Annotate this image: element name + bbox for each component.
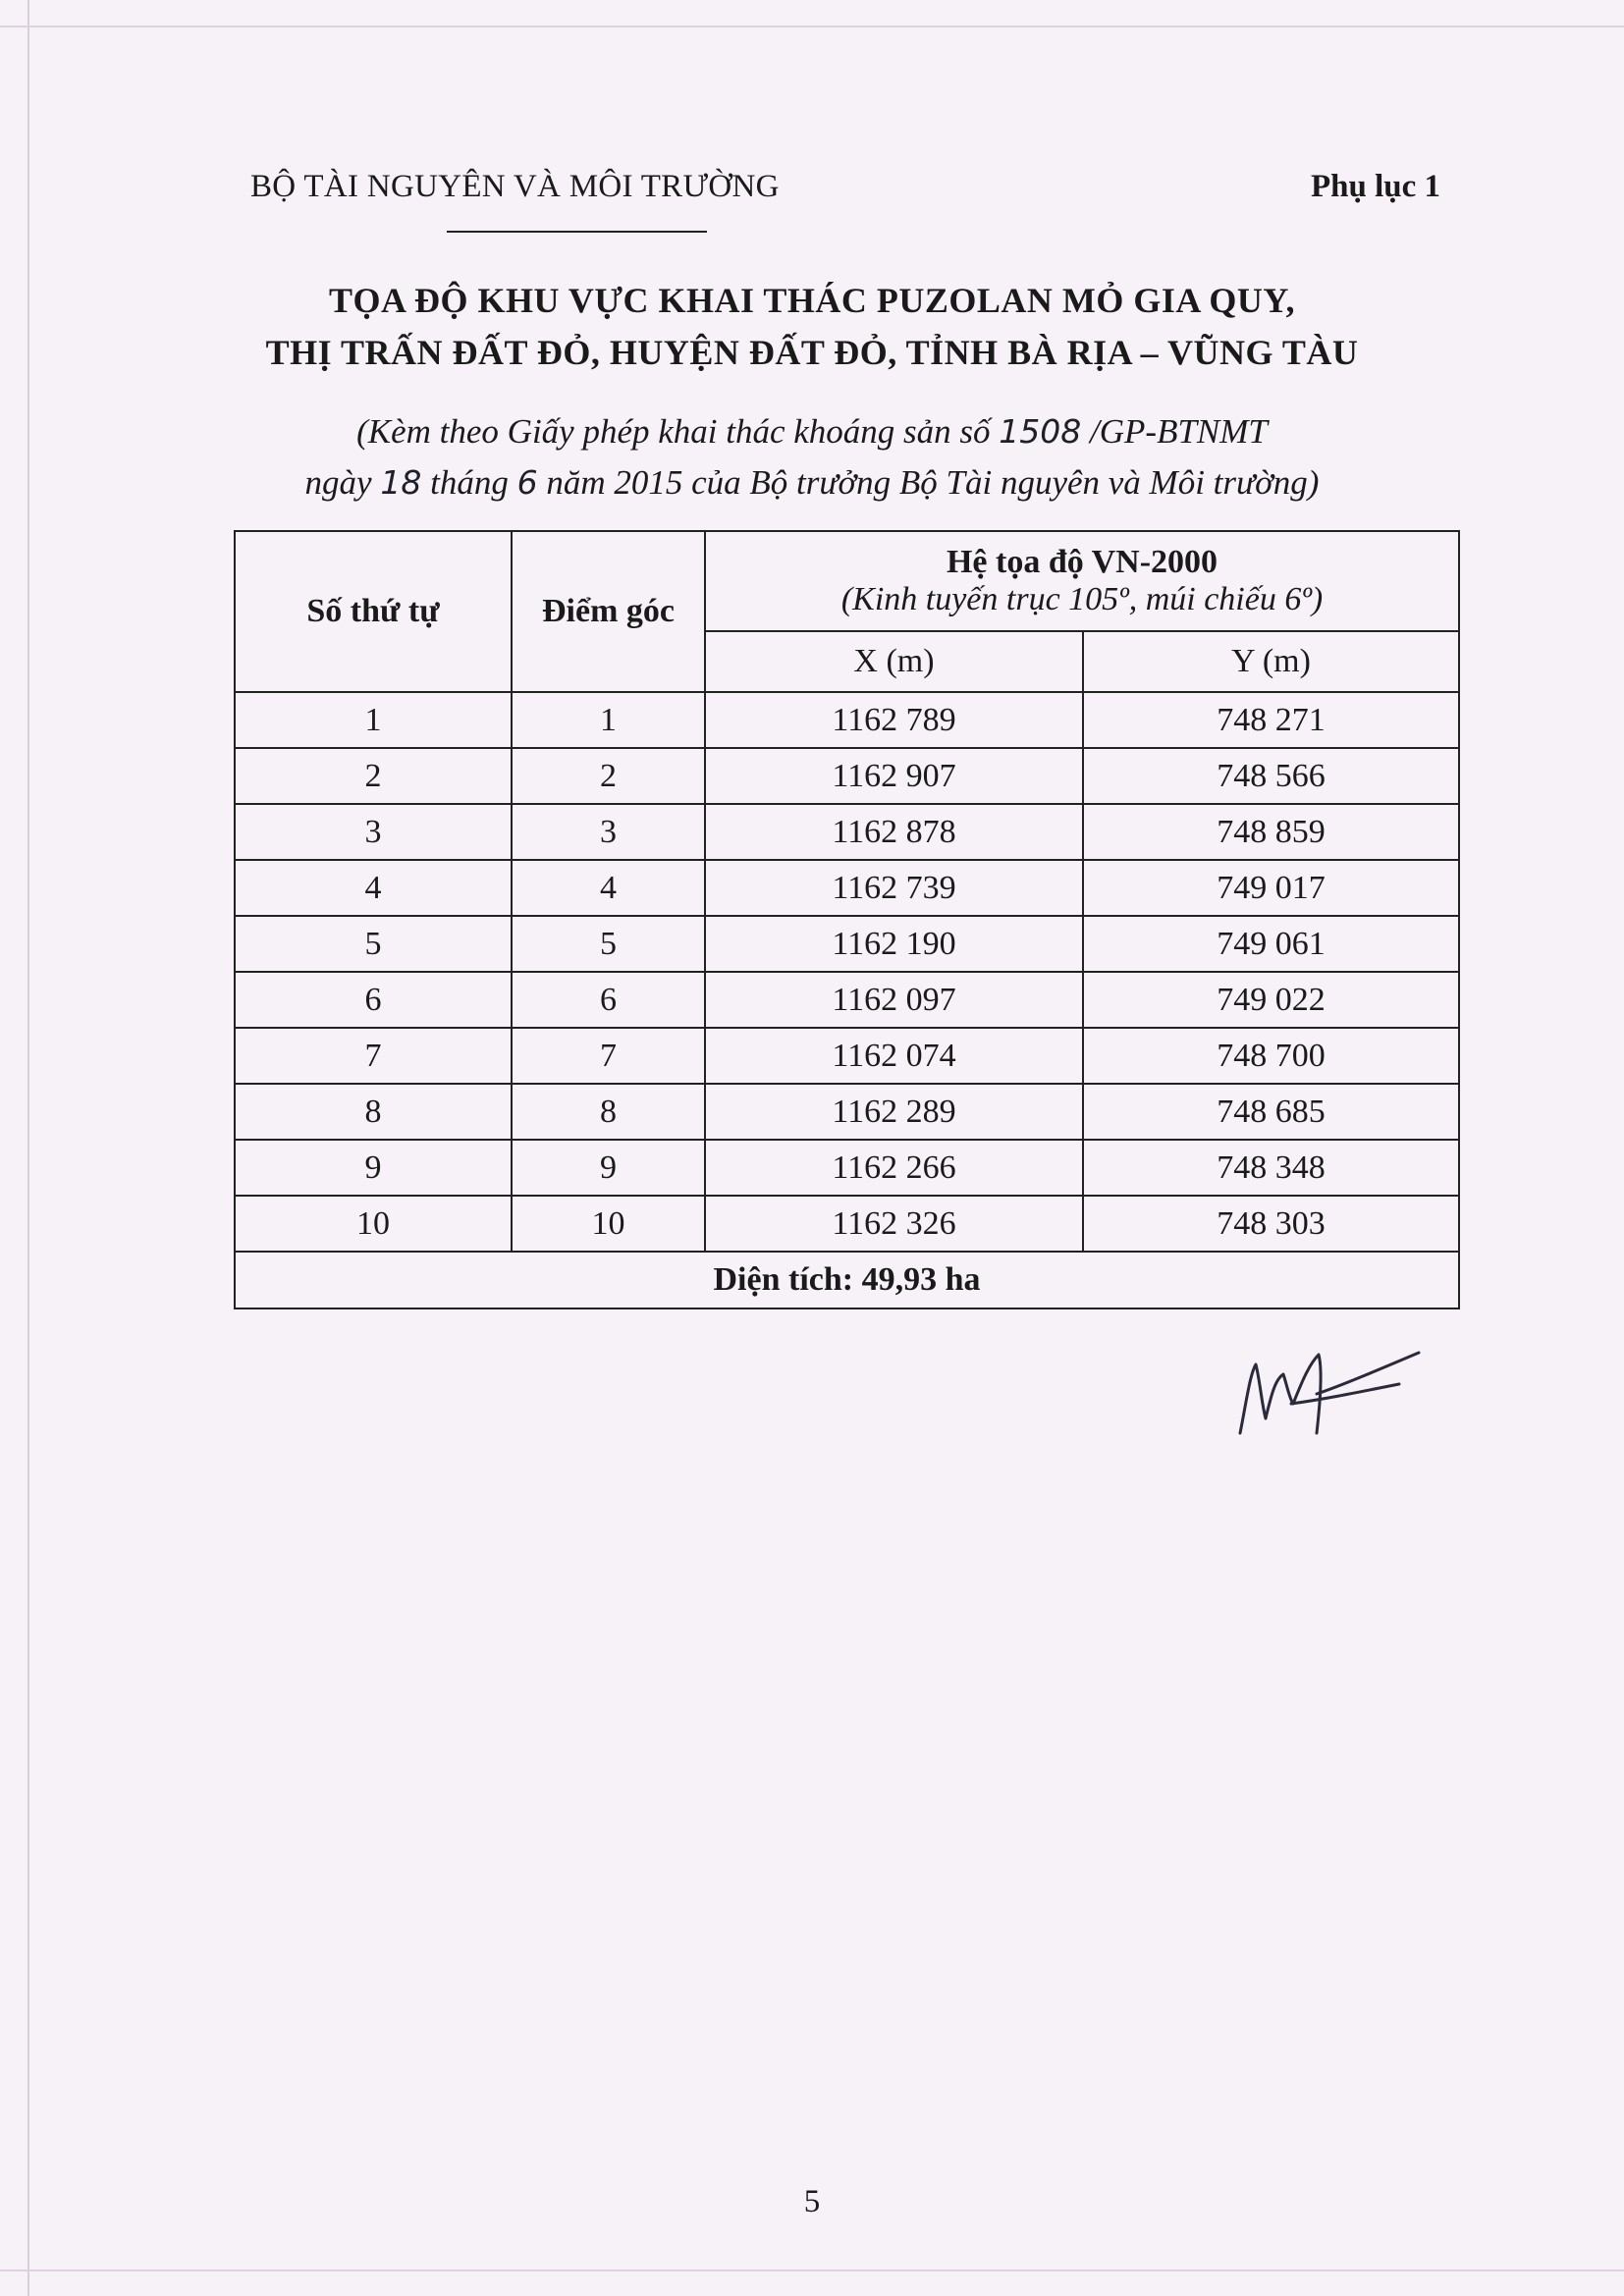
header-coordinate-system <box>705 531 1459 631</box>
header-x: X (m) <box>705 631 1083 692</box>
cell-y: 748 685 <box>1083 1084 1459 1140</box>
cell-x: 1162 789 <box>705 692 1083 748</box>
cell-corner-point: 10 <box>512 1196 705 1252</box>
coordinate-system-note: (Kinh tuyến trục 105º, múi chiếu 6º) <box>840 581 1324 617</box>
cell-x: 1162 739 <box>705 860 1083 916</box>
area-total: Diện tích: 49,93 ha <box>235 1252 1459 1308</box>
cell-corner-point: 7 <box>512 1028 705 1084</box>
cell-y: 749 017 <box>1083 860 1459 916</box>
cell-corner-point: 3 <box>512 804 705 860</box>
cell-x: 1162 074 <box>705 1028 1083 1084</box>
cell-index: 10 <box>235 1196 512 1252</box>
cell-x: 1162 326 <box>705 1196 1083 1252</box>
header-y: Y (m) <box>1083 631 1459 692</box>
coordinate-system-name: Hệ tọa độ VN-2000 <box>946 544 1218 580</box>
cell-x: 1162 190 <box>705 916 1083 972</box>
cell-y: 748 700 <box>1083 1028 1459 1084</box>
table-row <box>235 1028 1459 1084</box>
appendix-label: Phụ lục 1 <box>1311 169 1441 204</box>
cell-x: 1162 907 <box>705 748 1083 804</box>
cell-corner-point: 8 <box>512 1084 705 1140</box>
cell-y: 748 859 <box>1083 804 1459 860</box>
cell-y: 748 303 <box>1083 1196 1459 1252</box>
cell-x: 1162 266 <box>705 1140 1083 1196</box>
area-row <box>235 1252 1459 1308</box>
cell-corner-point: 5 <box>512 916 705 972</box>
cell-corner-point: 2 <box>512 748 705 804</box>
table-row <box>235 804 1459 860</box>
table-row <box>235 692 1459 748</box>
cell-y: 749 022 <box>1083 972 1459 1028</box>
permit-number: 1508 <box>999 412 1082 451</box>
header-corner-point: Điểm góc <box>512 531 705 692</box>
cell-y: 748 566 <box>1083 748 1459 804</box>
table-row <box>235 916 1459 972</box>
document-title-line-1: TỌA ĐỘ KHU VỰC KHAI THÁC PUZOLAN MỎ GIA QUY, <box>328 281 1296 320</box>
cell-x: 1162 878 <box>705 804 1083 860</box>
cell-corner-point: 1 <box>512 692 705 748</box>
table-row <box>235 860 1459 916</box>
ministry-name: BỘ TÀI NGUYÊN VÀ MÔI TRƯỜNG <box>250 169 780 204</box>
subtitle-line-2 <box>0 463 1624 503</box>
date-month-prefix: tháng <box>421 463 517 502</box>
table-row <box>235 1084 1459 1140</box>
table-header-row <box>235 531 1459 631</box>
date-day-prefix: ngày <box>304 463 381 502</box>
scan-edge-bottom <box>0 2269 1624 2271</box>
cell-index: 7 <box>235 1028 512 1084</box>
cell-corner-point: 4 <box>512 860 705 916</box>
ministry-underline <box>447 231 707 233</box>
table-row <box>235 972 1459 1028</box>
cell-y: 748 271 <box>1083 692 1459 748</box>
document-title-line-2: THỊ TRẤN ĐẤT ĐỎ, HUYỆN ĐẤT ĐỎ, TỈNH BÀ RỊA – VŨNG TÀU <box>265 333 1359 372</box>
cell-x: 1162 097 <box>705 972 1083 1028</box>
cell-x: 1162 289 <box>705 1084 1083 1140</box>
date-suffix: năm 2015 của Bộ trưởng Bộ Tài nguyên và Môi trường) <box>537 463 1320 502</box>
table-row <box>235 1140 1459 1196</box>
cell-corner-point: 6 <box>512 972 705 1028</box>
table-row <box>235 1196 1459 1252</box>
cell-y: 749 061 <box>1083 916 1459 972</box>
cell-index: 1 <box>235 692 512 748</box>
table-body <box>235 692 1459 1252</box>
cell-index: 3 <box>235 804 512 860</box>
signature <box>1232 1325 1424 1443</box>
cell-index: 6 <box>235 972 512 1028</box>
cell-index: 5 <box>235 916 512 972</box>
scan-edge-top <box>0 26 1624 27</box>
cell-index: 4 <box>235 860 512 916</box>
header-index: Số thứ tự <box>235 531 512 692</box>
cell-index: 2 <box>235 748 512 804</box>
coordinates-table <box>234 530 1460 1309</box>
page-number: 5 <box>803 2184 821 2219</box>
subtitle-prefix: (Kèm theo Giấy phép khai thác khoáng sản số <box>356 412 1000 451</box>
subtitle-suffix: /GP-BTNMT <box>1081 412 1268 451</box>
date-day: 18 <box>380 463 422 502</box>
cell-index: 8 <box>235 1084 512 1140</box>
subtitle-line-1 <box>0 412 1624 452</box>
cell-y: 748 348 <box>1083 1140 1459 1196</box>
table-row <box>235 748 1459 804</box>
cell-index: 9 <box>235 1140 512 1196</box>
date-month: 6 <box>516 463 538 502</box>
cell-corner-point: 9 <box>512 1140 705 1196</box>
